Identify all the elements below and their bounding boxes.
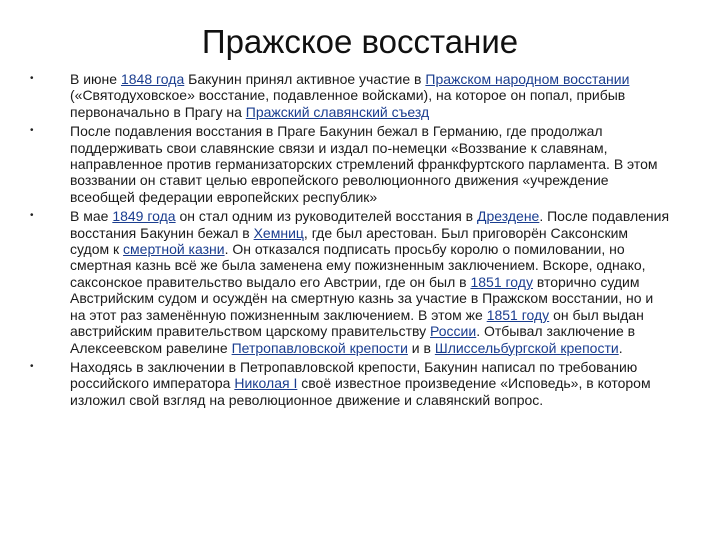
bullet-text: и в (407, 339, 435, 356)
hyperlink[interactable]: России (430, 323, 477, 340)
bullet-text: . Отбывал заключение в Алексеевском равелине (70, 323, 636, 356)
hyperlink[interactable]: Николая I (234, 375, 298, 392)
bullet-dot-icon: • (30, 125, 34, 137)
slide-title: Пражское восстание (201, 23, 519, 60)
bullet-text: . После подавления восстания Бакунин бежал в (70, 208, 670, 241)
bullet-text: («Святодуховское» восстание, подавленное войсками), на которое он попал, прибыв первоначально в Прагу на (70, 87, 626, 120)
bullet-list (30, 71, 670, 411)
bullet-item (30, 71, 670, 120)
hyperlink[interactable]: 1851 году (486, 306, 550, 323)
bullet-dot-icon: • (30, 360, 34, 372)
hyperlink[interactable]: 1848 года (120, 71, 185, 87)
hyperlink[interactable]: 1851 году (470, 273, 533, 290)
bullet-text: своё известное произведение «Исповедь», в котором изложил свой взгляд на революционное движение и славянский вопрос. (70, 375, 651, 408)
bullet-text: В июне (70, 71, 121, 87)
hyperlink[interactable]: Дрездене (477, 208, 540, 225)
hyperlink[interactable]: Петропавловской крепости (231, 339, 408, 356)
hyperlink[interactable]: Шлиссельбургской крепости (434, 339, 619, 356)
hyperlink[interactable]: Пражский славянский съезд (245, 103, 430, 120)
bullet-dot-icon: • (30, 210, 34, 222)
bullet-text: он был выдан австрийским правительством царскому правительству (70, 306, 644, 340)
hyperlink[interactable]: смертной казни (123, 241, 225, 258)
bullet-text: Находясь в заключении в Петропавловской крепости, Бакунин написал по требованию российского императора (70, 358, 638, 392)
bullet-dot-icon: • (30, 73, 34, 84)
bullet-text: он стал одним из руководителей восстания в (175, 208, 477, 225)
bullet-item (30, 123, 670, 205)
bullet-text: Бакунин принял активное участие в (184, 71, 426, 87)
hyperlink[interactable]: Хемниц (253, 224, 304, 241)
bullet-text: После подавления восстания в Праге Бакунин бежал в Германию, где продолжал поддерживать свои славянские связи и издал по-немецки «Воззвание к славянам, направленное против германизаторских стремлений франкфуртского парламента. В этом воззвании он ставит целью европейского революционного движения «учреждение всеобщей федерации европейских республик» (70, 123, 658, 205)
bullet-item (30, 359, 670, 408)
bullet-text: вторично судим Австрийским судом и осуждён на смертную казнь за участие в Пражском восстании, но и на этот раз заменённую пожизненным заключением. В этом же (70, 273, 654, 323)
bullet-item (30, 208, 670, 356)
bullet-text: В мае (70, 208, 113, 225)
bullet-text: . Он отказался подписать просьбу королю о помиловании, но смертная казнь всё же была заменена ему пожизненным заключением. Вскоре, однако, саксонское правительство выдало его Австрии, где он был в (70, 241, 646, 290)
bullet-text: . (618, 339, 623, 356)
bullet-text: , где был арестован. Был приговорён Саксонским судом к (70, 224, 629, 258)
hyperlink[interactable]: 1849 года (112, 208, 176, 225)
hyperlink[interactable]: Пражском народном восстании (425, 71, 630, 87)
